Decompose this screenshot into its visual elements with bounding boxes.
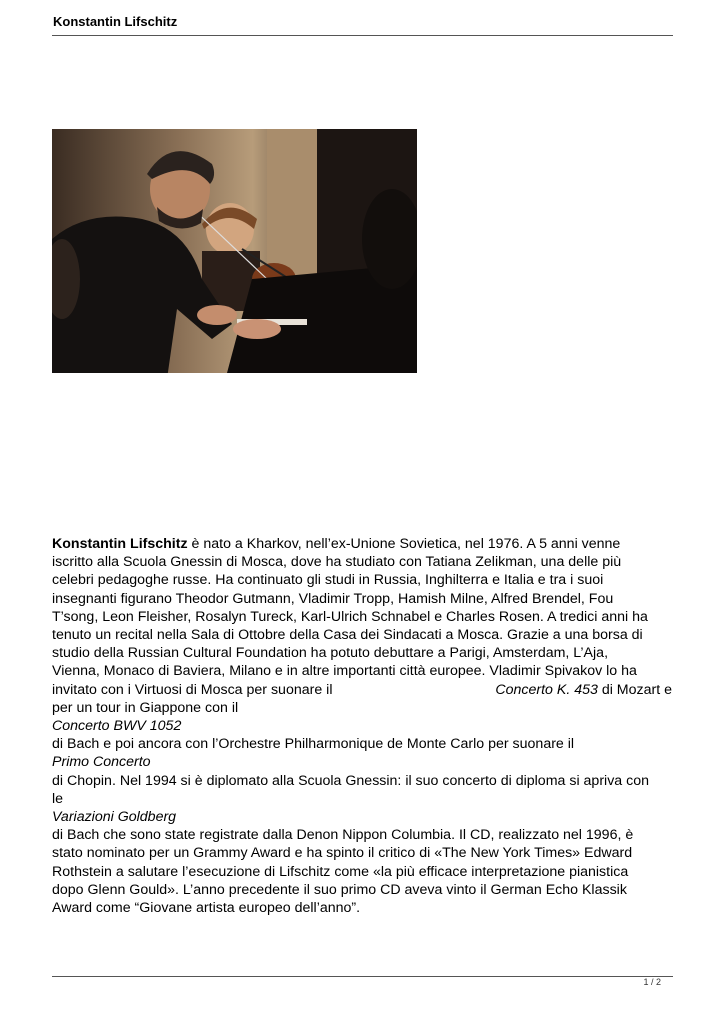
text-line: celebri pedagoghe russe. Ha continuato gli studi in Russia, Inghilterra e Italia e tra i suoi (52, 572, 604, 589)
text-line: le (52, 790, 64, 807)
text-line: di Chopin. Nel 1994 si è diplomato alla Scuola Gnessin: il suo concerto di diploma si apriva con (52, 772, 649, 789)
text-line (52, 535, 672, 553)
text-line: di Bach che sono state registrate dalla Denon Nippon Columbia. Il CD, realizzato nel 1996, è (52, 827, 634, 844)
text-line: Award come “Giovane artista europeo dell’anno”. (52, 900, 361, 917)
article-body (52, 535, 672, 917)
header-divider (52, 35, 673, 36)
text-line: tenuto un recital nella Sala di Ottobre della Casa dei Sindacati a Mosca. Grazie a una borsa di (52, 627, 643, 644)
pianist-photo (52, 129, 417, 373)
text-line: stato nominato per un Grammy Award e ha spinto il critico di «The New York Times» Edward (52, 845, 633, 862)
text-segment (495, 681, 672, 699)
text-line: per un tour in Giappone con il (52, 699, 239, 716)
footer-divider (52, 976, 673, 977)
pianist-photo-icon (52, 129, 417, 373)
primo-concerto-title: Primo Concerto (52, 754, 151, 771)
text-segment: invitato con i Virtuosi di Mosca per suonare il (52, 681, 333, 698)
text-line: dopo Glenn Gould». L’anno precedente il suo primo CD aveva vinto il German Echo Klassik (52, 881, 627, 898)
text-line: Rothstein a salutare l’esecuzione di Lifschitz come «la più efficace interpretazione pianistica (52, 863, 629, 880)
text-line: iscritto alla Scuola Gnessin di Mosca, dove ha studiato con Tatiana Zelikman, una delle più (52, 554, 622, 571)
text-line: insegnanti figurano Theodor Gutmann, Vladimir Tropp, Hamish Milne, Alfred Brendel, Fou (52, 590, 614, 607)
artist-name: Konstantin Lifschitz (52, 536, 188, 552)
variazioni-goldberg-title: Variazioni Goldberg (52, 809, 177, 826)
text-line: studio della Russian Cultural Foundation ha potuto debuttare a Parigi, Amsterdam, L’Aja, (52, 645, 609, 662)
text-line: Vienna, Monaco di Baviera, Milano e in altre importanti città europee. Vladimir Spivakov lo ha (52, 663, 637, 680)
text-line (52, 681, 672, 699)
text-line: T’song, Leon Fleisher, Rosalyn Tureck, Karl-Ulrich Schnabel e Charles Rosen. A tredici anni ha (52, 608, 648, 625)
text-segment: è nato a Kharkov, nell’ex-Unione Sovietica, nel 1976. A 5 anni venne (187, 536, 621, 552)
concerto-k453-title: Concerto K. 453 (495, 681, 598, 698)
article-paragraph (52, 535, 672, 917)
page-number: 1 / 2 (643, 977, 661, 987)
text-line: di Bach e poi ancora con l’Orchestre Philharmonique de Monte Carlo per suonare il (52, 736, 575, 753)
text-segment: di Mozart e (597, 681, 672, 698)
page-header-title: Konstantin Lifschitz (53, 14, 178, 29)
concerto-bwv1052-title: Concerto BWV 1052 (52, 718, 182, 735)
